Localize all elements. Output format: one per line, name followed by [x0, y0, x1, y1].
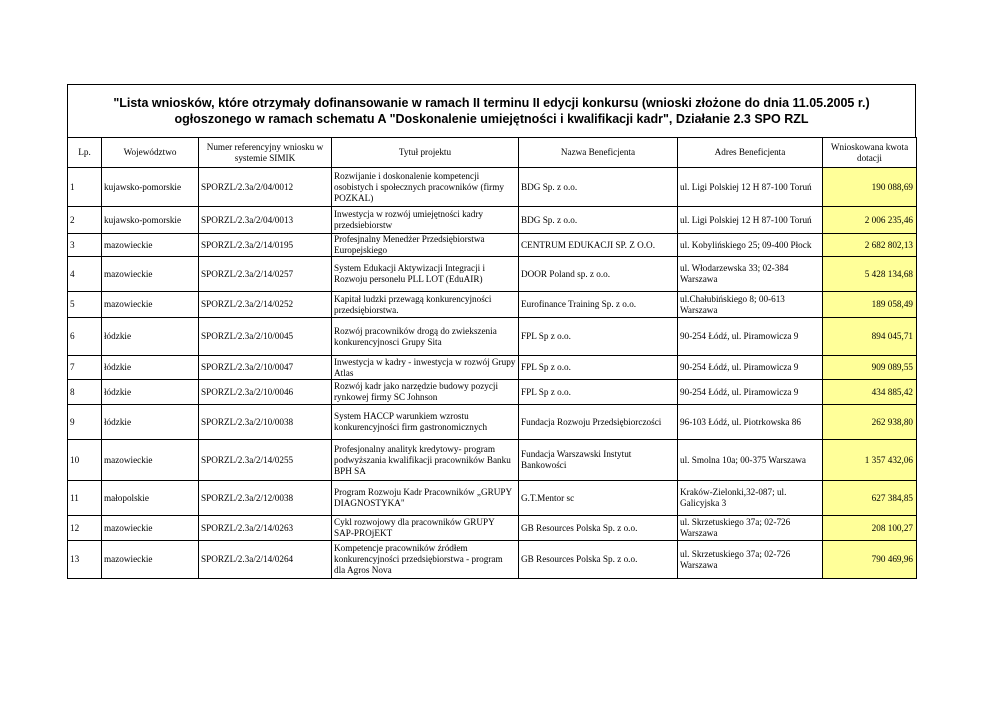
cell-wojewodztwo: mazowieckie: [102, 516, 199, 541]
cell-kwota-dotacji: 909 089,55: [823, 356, 917, 380]
cell-kwota-dotacji: 190 088,69: [823, 168, 917, 207]
cell-nazwa-beneficjenta: BDG Sp. z o.o.: [519, 168, 678, 207]
cell-wojewodztwo: małopolskie: [102, 481, 199, 516]
cell-numer-referencyjny: SPORZL/2.3a/2/10/0047: [199, 356, 332, 380]
cell-wojewodztwo: mazowieckie: [102, 257, 199, 292]
cell-tytul-projektu: System Edukacji Aktywizacji Integracji i Rozwoju personelu PLL LOT (EduAIR): [332, 257, 519, 292]
cell-adres-beneficjenta: 90-254 Łódź, ul. Piramowicza 9: [678, 380, 823, 405]
cell-numer-referencyjny: SPORZL/2.3a/2/10/0046: [199, 380, 332, 405]
cell-kwota-dotacji: 894 045,71: [823, 318, 917, 356]
cell-kwota-dotacji: 262 938,80: [823, 405, 917, 440]
cell-kwota-dotacji: 434 885,42: [823, 380, 917, 405]
table-header-row: [68, 138, 917, 168]
cell-nazwa-beneficjenta: Eurofinance Training Sp. z o.o.: [519, 292, 678, 318]
cell-nazwa-beneficjenta: GB Resources Polska Sp. z o.o.: [519, 541, 678, 579]
cell-tytul-projektu: Inwestycja w rozwój umiejętności kadry przedsiebiorstw: [332, 207, 519, 234]
cell-numer-referencyjny: SPORZL/2.3a/2/10/0038: [199, 405, 332, 440]
cell-numer-referencyjny: SPORZL/2.3a/2/10/0045: [199, 318, 332, 356]
table-row: [68, 481, 917, 516]
title-line-1: "Lista wniosków, które otrzymały dofinansowanie w ramach II terminu II edycji konkursu (wnioski złożone do dnia 11.05.2005 r.): [113, 96, 870, 110]
table-row: [68, 380, 917, 405]
cell-lp: 13: [68, 541, 102, 579]
cell-lp: 11: [68, 481, 102, 516]
cell-kwota-dotacji: 2 006 235,46: [823, 207, 917, 234]
cell-kwota-dotacji: 2 682 802,13: [823, 234, 917, 257]
table-row: [68, 541, 917, 579]
cell-tytul-projektu: Cykl rozwojowy dla pracowników GRUPY SAP-PROjEKT: [332, 516, 519, 541]
cell-adres-beneficjenta: ul. Smolna 10a; 00-375 Warszawa: [678, 440, 823, 481]
header-adres-beneficjenta: Adres Beneficjenta: [678, 138, 823, 168]
cell-nazwa-beneficjenta: Fundacja Warszawski Instytut Bankowości: [519, 440, 678, 481]
cell-kwota-dotacji: 1 357 432,06: [823, 440, 917, 481]
cell-lp: 1: [68, 168, 102, 207]
cell-wojewodztwo: łódzkie: [102, 318, 199, 356]
cell-wojewodztwo: mazowieckie: [102, 292, 199, 318]
cell-numer-referencyjny: SPORZL/2.3a/2/12/0038: [199, 481, 332, 516]
cell-lp: 2: [68, 207, 102, 234]
title-line-2: ogłoszonego w ramach schematu A "Doskonalenie umiejętności i kwalifikacji kadr", Działanie 2.3 SPO RZL: [174, 112, 809, 126]
cell-wojewodztwo: łódzkie: [102, 405, 199, 440]
header-tytul-projektu: Tytuł projektu: [332, 138, 519, 168]
table-row: [68, 405, 917, 440]
grants-table: [67, 137, 917, 579]
cell-lp: 9: [68, 405, 102, 440]
cell-tytul-projektu: Program Rozwoju Kadr Pracowników „GRUPY DIAGNOSTYKA": [332, 481, 519, 516]
cell-wojewodztwo: mazowieckie: [102, 234, 199, 257]
cell-adres-beneficjenta: Kraków-Zielonki,32-087; ul. Galicyjska 3: [678, 481, 823, 516]
cell-lp: 5: [68, 292, 102, 318]
table-row: [68, 234, 917, 257]
cell-nazwa-beneficjenta: DOOR Poland sp. z o.o.: [519, 257, 678, 292]
table-row: [68, 318, 917, 356]
cell-lp: 4: [68, 257, 102, 292]
cell-adres-beneficjenta: ul. Włodarzewska 33; 02-384 Warszawa: [678, 257, 823, 292]
document-title: [67, 84, 916, 138]
cell-nazwa-beneficjenta: FPL Sp z o.o.: [519, 380, 678, 405]
cell-numer-referencyjny: SPORZL/2.3a/2/04/0013: [199, 207, 332, 234]
cell-numer-referencyjny: SPORZL/2.3a/2/14/0263: [199, 516, 332, 541]
cell-tytul-projektu: Inwestycja w kadry - inwestycja w rozwój Grupy Atlas: [332, 356, 519, 380]
cell-adres-beneficjenta: ul. Ligi Polskiej 12 H 87-100 Toruń: [678, 168, 823, 207]
cell-tytul-projektu: Kompetencje pracowników źródłem konkurencyjności przedsiębiorstwa - program dla Agros Nova: [332, 541, 519, 579]
cell-nazwa-beneficjenta: Fundacja Rozwoju Przedsiębiorczości: [519, 405, 678, 440]
cell-nazwa-beneficjenta: FPL Sp z o.o.: [519, 318, 678, 356]
header-lp: Lp.: [68, 138, 102, 168]
cell-adres-beneficjenta: 90-254 Łódź, ul. Piramowicza 9: [678, 356, 823, 380]
cell-wojewodztwo: łódzkie: [102, 380, 199, 405]
cell-wojewodztwo: łódzkie: [102, 356, 199, 380]
cell-numer-referencyjny: SPORZL/2.3a/2/14/0264: [199, 541, 332, 579]
table-row: [68, 356, 917, 380]
cell-numer-referencyjny: SPORZL/2.3a/2/14/0195: [199, 234, 332, 257]
table-row: [68, 257, 917, 292]
cell-lp: 10: [68, 440, 102, 481]
cell-tytul-projektu: Rozwój pracowników drogą do zwiekszenia konkurencyjnosci Grupy Sita: [332, 318, 519, 356]
cell-nazwa-beneficjenta: CENTRUM EDUKACJI SP. Z O.O.: [519, 234, 678, 257]
cell-numer-referencyjny: SPORZL/2.3a/2/14/0255: [199, 440, 332, 481]
cell-nazwa-beneficjenta: GB Resources Polska Sp. z o.o.: [519, 516, 678, 541]
table-row: [68, 516, 917, 541]
cell-wojewodztwo: kujawsko-pomorskie: [102, 168, 199, 207]
cell-lp: 6: [68, 318, 102, 356]
table-row: [68, 168, 917, 207]
cell-wojewodztwo: kujawsko-pomorskie: [102, 207, 199, 234]
cell-tytul-projektu: Kapitał ludzki przewagą konkurencyjności przedsiębiorstwa.: [332, 292, 519, 318]
cell-tytul-projektu: System HACCP warunkiem wzrostu konkurencyjności firm gastronomicznych: [332, 405, 519, 440]
cell-numer-referencyjny: SPORZL/2.3a/2/14/0252: [199, 292, 332, 318]
cell-kwota-dotacji: 5 428 134,68: [823, 257, 917, 292]
cell-adres-beneficjenta: ul. Skrzetuskiego 37a; 02-726 Warszawa: [678, 516, 823, 541]
table-row: [68, 440, 917, 481]
cell-adres-beneficjenta: 90-254 Łódź, ul. Piramowicza 9: [678, 318, 823, 356]
cell-wojewodztwo: mazowieckie: [102, 440, 199, 481]
header-wojewodztwo: Województwo: [102, 138, 199, 168]
cell-kwota-dotacji: 189 058,49: [823, 292, 917, 318]
cell-lp: 7: [68, 356, 102, 380]
cell-numer-referencyjny: SPORZL/2.3a/2/14/0257: [199, 257, 332, 292]
cell-nazwa-beneficjenta: G.T.Mentor sc: [519, 481, 678, 516]
cell-kwota-dotacji: 627 384,85: [823, 481, 917, 516]
cell-lp: 3: [68, 234, 102, 257]
header-numer-referencyjny: Numer referencyjny wniosku w systemie SIMIK: [199, 138, 332, 168]
cell-tytul-projektu: Rozwijanie i doskonalenie kompetencji osobistych i społecznych pracowników (firmy POZKAL): [332, 168, 519, 207]
cell-kwota-dotacji: 790 469,96: [823, 541, 917, 579]
cell-adres-beneficjenta: ul. Ligi Polskiej 12 H 87-100 Toruń: [678, 207, 823, 234]
cell-nazwa-beneficjenta: BDG Sp. z o.o.: [519, 207, 678, 234]
cell-adres-beneficjenta: ul. Kobylińskiego 25; 09-400 Płock: [678, 234, 823, 257]
cell-wojewodztwo: mazowieckie: [102, 541, 199, 579]
cell-adres-beneficjenta: 96-103 Łódź, ul. Piotrkowska 86: [678, 405, 823, 440]
cell-adres-beneficjenta: ul.Chałubińskiego 8; 00-613 Warszawa: [678, 292, 823, 318]
cell-adres-beneficjenta: ul. Skrzetuskiego 37a; 02-726 Warszawa: [678, 541, 823, 579]
cell-lp: 8: [68, 380, 102, 405]
cell-nazwa-beneficjenta: FPL Sp z o.o.: [519, 356, 678, 380]
cell-tytul-projektu: Profesjonalny analityk kredytowy- program podwyższania kwalifikacji pracowników Banku BPH SA: [332, 440, 519, 481]
header-nazwa-beneficjenta: Nazwa Beneficjenta: [519, 138, 678, 168]
table-row: [68, 292, 917, 318]
table-row: [68, 207, 917, 234]
cell-numer-referencyjny: SPORZL/2.3a/2/04/0012: [199, 168, 332, 207]
document-sheet: [67, 84, 916, 607]
cell-tytul-projektu: Profesjnalny Menedżer Przedsiębiorstwa Europejskiego: [332, 234, 519, 257]
cell-kwota-dotacji: 208 100,27: [823, 516, 917, 541]
cell-lp: 12: [68, 516, 102, 541]
cell-tytul-projektu: Rozwój kadr jako narzędzie budowy pozycji rynkowej firmy SC Johnson: [332, 380, 519, 405]
header-kwota-dotacji: Wnioskowana kwota dotacji: [823, 138, 917, 168]
